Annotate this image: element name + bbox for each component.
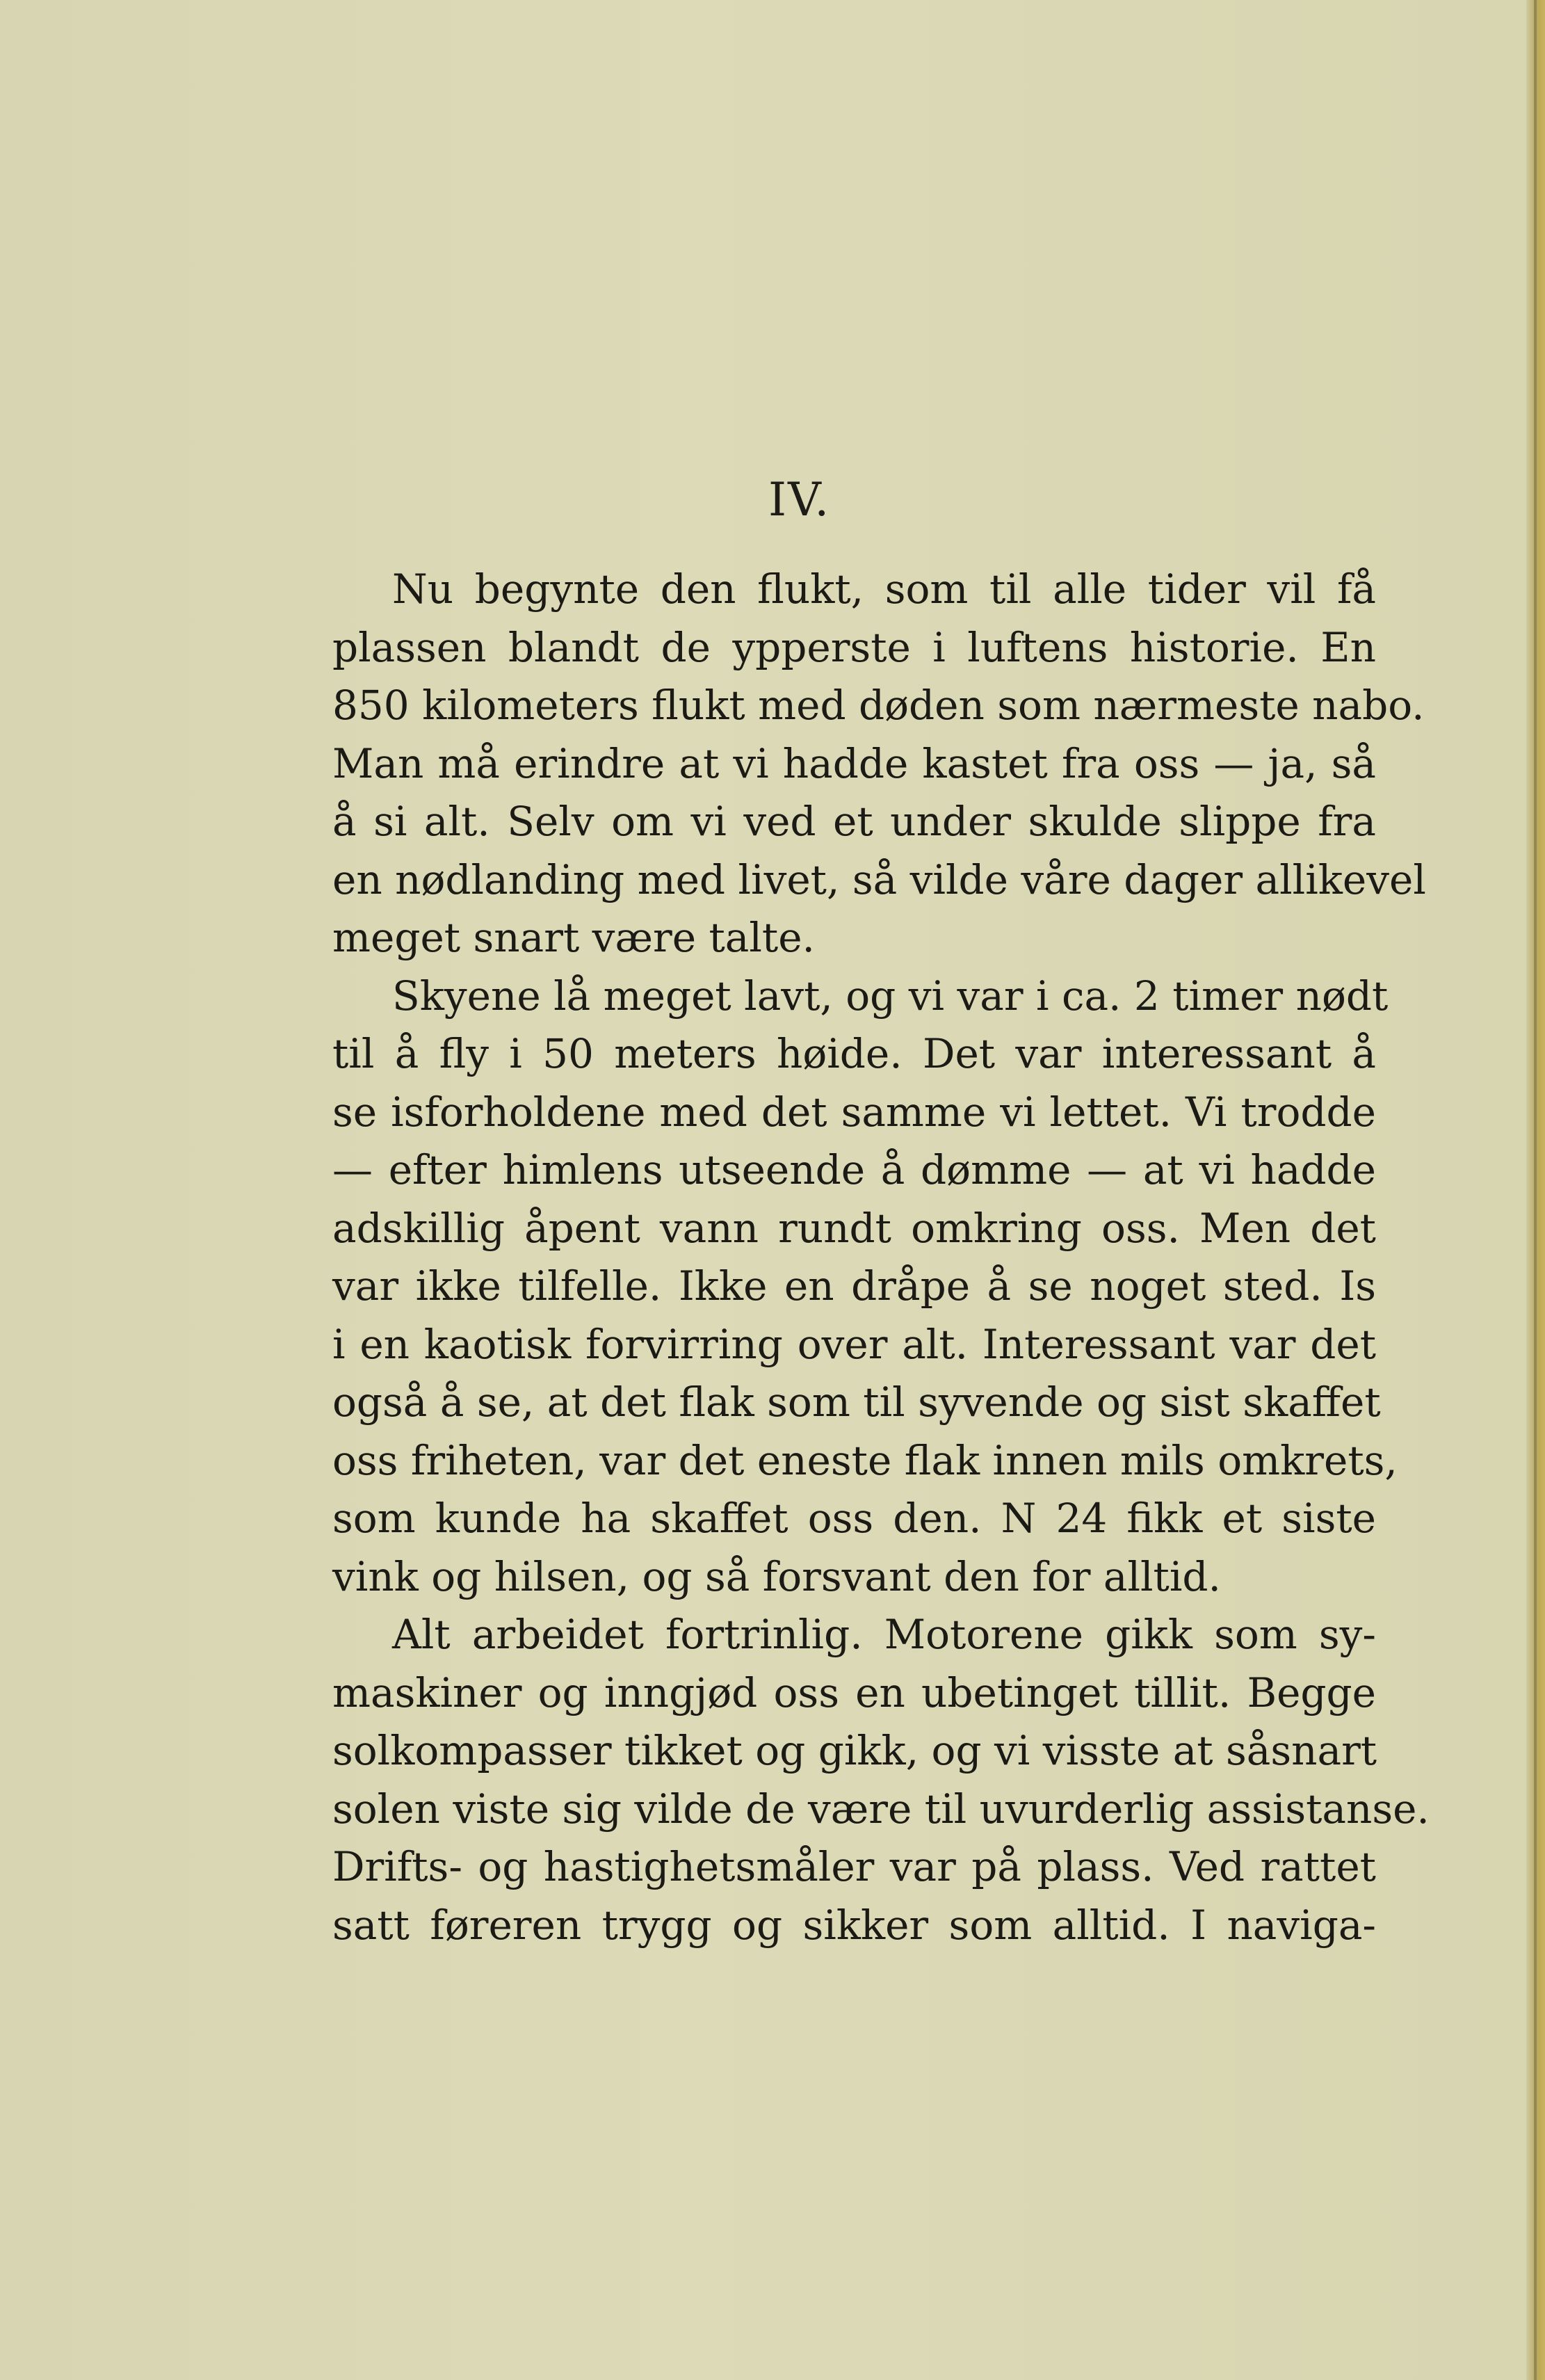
chapter-heading: IV. — [768, 473, 831, 526]
text-line: Nu begynte den flukt, som til alle tider vil få — [392, 565, 1376, 613]
text-line: Drifts- og hastighetsmåler var på plass. Ved rattet — [332, 1843, 1376, 1890]
text-line: adskillig åpent vann rundt omkring oss. Men det — [332, 1204, 1376, 1252]
text-line: Skyene lå meget lavt, og vi var i ca. 2 timer nødt — [392, 972, 1389, 1020]
paragraph-2 — [332, 967, 1398, 1607]
text-line: vink og hilsen, og så forsvant den for alltid. — [332, 1552, 1221, 1600]
paragraph-3 — [332, 1606, 1430, 1954]
paragraph-1 — [332, 561, 1426, 967]
body-text — [332, 561, 1430, 1954]
page-edge-shadow — [1534, 0, 1537, 2380]
text-line: også å se, at det flak som til syvende og sist skaffet — [332, 1378, 1381, 1426]
text-line: Alt arbeidet fortrinlig. Motorene gikk som sy- — [392, 1611, 1376, 1658]
text-line: solkompasser tikket og gikk, og vi visste at såsnart — [332, 1727, 1377, 1774]
text-line: se isforholdene med det samme vi lettet. Vi trodde — [332, 1088, 1376, 1136]
text-line: i en kaotisk forvirring over alt. Interessant var det — [332, 1320, 1376, 1368]
text-line: som kunde ha skaffet oss den. N 24 fikk et siste — [332, 1495, 1376, 1542]
text-line: Man må erindre at vi hadde kastet fra oss — ja, så — [332, 739, 1376, 787]
text-line: 850 kilometers flukt med døden som nærmeste nabo. — [332, 682, 1425, 729]
text-line: solen viste sig vilde de være til uvurderlig assistanse. — [332, 1785, 1430, 1833]
text-line: satt føreren trygg og sikker som alltid. I naviga- — [332, 1901, 1376, 1949]
text-line: oss friheten, var det eneste flak innen mils omkrets, — [332, 1436, 1398, 1484]
text-line: plassen blandt de ypperste i luftens historie. En — [332, 623, 1376, 671]
text-line: var ikke tilfelle. Ikke en dråpe å se noget sted. Is — [332, 1262, 1376, 1310]
text-line: meget snart være talte. — [332, 914, 815, 961]
text-line: maskiner og inngjød oss en ubetinget tillit. Begge — [332, 1669, 1376, 1716]
text-line: en nødlanding med livet, så vilde våre dager allikevel — [332, 855, 1426, 903]
text-line: — efter himlens utseende å dømme — at vi hadde — [332, 1146, 1376, 1193]
text-line: til å fly i 50 meters høide. Det var interessant å — [332, 1030, 1376, 1077]
text-line: å si alt. Selv om vi ved et under skulde slippe fra — [332, 798, 1376, 845]
